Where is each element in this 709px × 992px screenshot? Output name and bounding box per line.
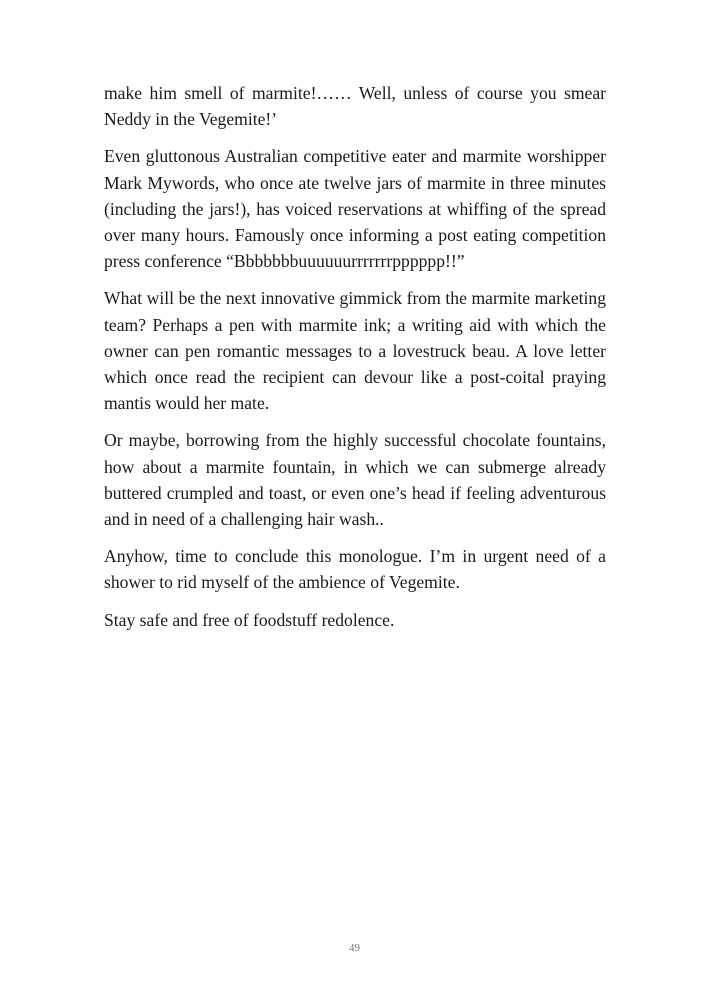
paragraph-conclusion: Anyhow, time to conclude this monologue. I’m in urgent need of a shower to rid myself of the ambience of Vegemite. — [104, 546, 606, 593]
paragraph-marmite-fountain: Or maybe, borrowing from the highly successful chocolate fountains, how about a marmite fountain, in which we can submerge already buttered crumpled and toast, or even one’s head if feeling adventurous and in need of a challenging hair wash.. — [104, 430, 606, 530]
page-body — [104, 80, 606, 644]
paragraph-marmite-pen: What will be the next innovative gimmick from the marmite marketing team? Perhaps a pen with marmite ink; a writing aid with which the owner can pen romantic messages to a lovestruck beau. A love letter which once read the recipient can devour like a post-coital praying mantis would her mate. — [104, 288, 606, 414]
page-number: 49 — [349, 942, 360, 954]
paragraph-continued: make him smell of marmite!…… Well, unless of course you smear Neddy in the Vegemite!’ — [104, 83, 606, 130]
paragraph-mark-mywords: Even gluttonous Australian competitive eater and marmite worshipper Mark Mywords, who once ate twelve jars of marmite in three minutes (including the jars!), has voiced reservations at whiffing of the spread over many hours. Famously once informing a post eating competition press conference “Bbbbbbbuuuuuurrrrrrrpppppp!!” — [104, 146, 606, 272]
paragraph-sign-off: Stay safe and free of foodstuff redolence. — [104, 609, 395, 630]
